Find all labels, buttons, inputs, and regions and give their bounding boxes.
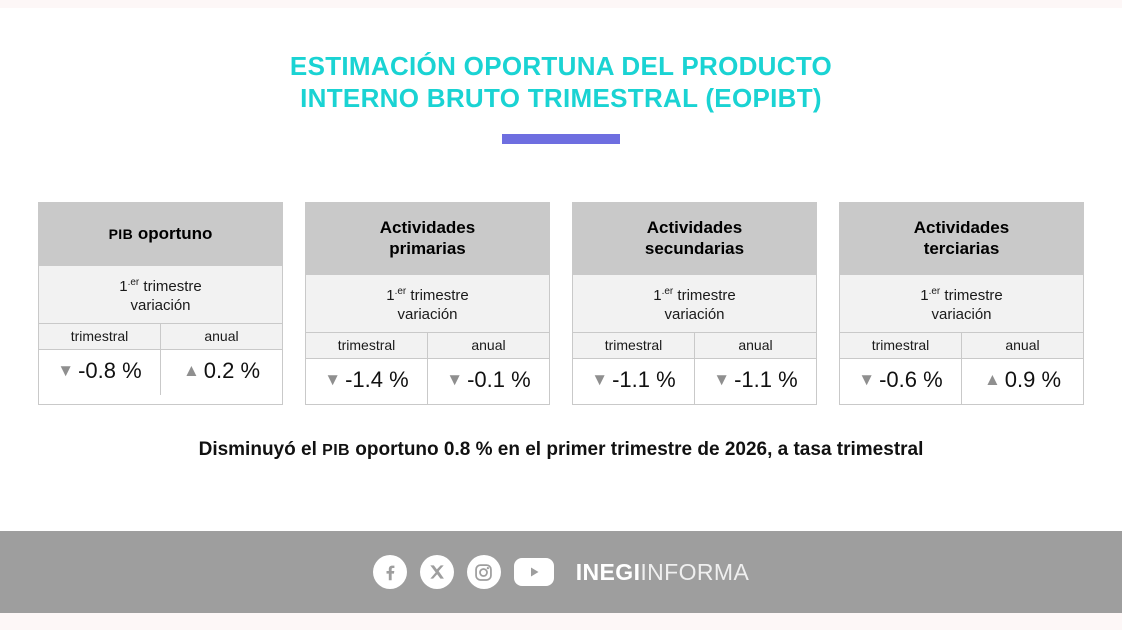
youtube-icon[interactable] <box>514 558 554 586</box>
card-header-text-line2: terciarias <box>923 239 1000 258</box>
card-subheader <box>39 266 282 324</box>
card-actividades-terciarias <box>839 202 1084 405</box>
summary-caption <box>0 439 1122 461</box>
card-sub-number: 1 <box>653 287 662 304</box>
facebook-icon[interactable] <box>373 555 407 589</box>
card-sub-ordinal: .er <box>394 286 407 297</box>
value-quarterly <box>39 350 161 395</box>
value-quarterly <box>840 359 962 404</box>
title-line-1: ESTIMACIÓN OPORTUNA DEL PRODUCTO <box>289 51 833 81</box>
card-actividades-primarias <box>305 202 550 405</box>
arrow-down-icon: ▼ <box>324 370 342 389</box>
card-column-headers <box>840 333 1083 359</box>
value-annual-text: 0.9 % <box>1004 367 1062 392</box>
card-subheader <box>840 275 1083 333</box>
card-header <box>840 203 1083 275</box>
card-sub-text: trimestre <box>406 287 469 304</box>
value-annual <box>428 359 549 404</box>
card-header <box>306 203 549 275</box>
indicator-cards <box>0 202 1122 405</box>
card-sub-number: 1 <box>920 287 929 304</box>
column-header-annual: anual <box>738 337 773 353</box>
card-header-text: Actividades <box>646 218 743 237</box>
page-title <box>0 8 1122 144</box>
arrow-down-icon: ▼ <box>713 370 731 389</box>
card-actividades-secundarias <box>572 202 817 405</box>
card-header-text: oportuno <box>133 223 213 243</box>
caption-part-2: oportuno 0.8 % en el primer trimestre de 2026, a tasa trimestral <box>350 439 924 460</box>
brand-name: INEGI <box>575 558 641 585</box>
value-annual <box>161 350 282 395</box>
card-values <box>39 350 282 395</box>
value-quarterly <box>573 359 695 404</box>
column-header-quarterly: trimestral <box>840 333 962 358</box>
card-header-text: Actividades <box>379 218 476 237</box>
instagram-icon[interactable] <box>467 555 501 589</box>
card-values <box>840 359 1083 404</box>
card-sub-line2: variación <box>130 297 191 314</box>
arrow-up-icon: ▲ <box>182 361 200 380</box>
card-subheader <box>573 275 816 333</box>
column-header-annual: anual <box>471 337 506 353</box>
arrow-down-icon: ▼ <box>858 370 876 389</box>
card-column-headers <box>306 333 549 359</box>
value-quarterly-text: -0.6 % <box>879 367 943 392</box>
title-line-2: INTERNO BRUTO TRIMESTRAL (EOPIBT) <box>300 83 822 113</box>
caption-part-1: Disminuyó el <box>198 439 323 460</box>
card-subheader <box>306 275 549 333</box>
card-sub-line2: variación <box>931 306 992 323</box>
x-twitter-icon[interactable] <box>420 555 454 589</box>
card-sub-number: 1 <box>386 287 395 304</box>
arrow-up-icon: ▲ <box>983 370 1001 389</box>
title-underline-rule <box>502 134 620 144</box>
arrow-down-icon: ▼ <box>591 370 609 389</box>
card-pib-oportuno <box>38 202 283 405</box>
value-annual-text: -0.1 % <box>467 367 531 392</box>
card-header-text-line2: primarias <box>389 239 466 258</box>
value-annual-text: 0.2 % <box>203 358 261 383</box>
card-column-headers <box>573 333 816 359</box>
value-quarterly <box>306 359 428 404</box>
column-header-quarterly: trimestral <box>39 324 161 349</box>
column-header-annual: anual <box>204 328 239 344</box>
footer-bar <box>0 531 1122 613</box>
card-sub-text: trimestre <box>139 278 202 295</box>
brand-label <box>576 559 749 586</box>
card-sub-text: trimestre <box>940 287 1003 304</box>
card-sub-ordinal: .er <box>661 286 674 297</box>
card-sub-text: trimestre <box>673 287 736 304</box>
arrow-down-icon: ▼ <box>446 370 464 389</box>
card-header-text: Actividades <box>913 218 1010 237</box>
card-header <box>39 203 282 266</box>
brand-suffix: INFORMA <box>640 558 750 585</box>
card-header-text-line2: secundarias <box>644 239 745 258</box>
card-values <box>573 359 816 404</box>
card-header <box>573 203 816 275</box>
value-quarterly-text: -1.4 % <box>345 367 409 392</box>
card-sub-ordinal: .er <box>928 286 941 297</box>
card-sub-ordinal: .er <box>127 277 140 288</box>
card-values <box>306 359 549 404</box>
value-annual <box>962 359 1083 404</box>
card-sub-line2: variación <box>664 306 725 323</box>
value-annual <box>695 359 816 404</box>
column-header-quarterly: trimestral <box>306 333 428 358</box>
column-header-quarterly: trimestral <box>573 333 695 358</box>
card-column-headers <box>39 324 282 350</box>
arrow-down-icon: ▼ <box>57 361 75 380</box>
slide <box>0 8 1122 613</box>
card-header-smallcaps: PIB <box>108 225 134 242</box>
caption-smallcaps: PIB <box>322 442 350 459</box>
value-quarterly-text: -0.8 % <box>78 358 142 383</box>
column-header-annual: anual <box>1005 337 1040 353</box>
value-quarterly-text: -1.1 % <box>612 367 676 392</box>
value-annual-text: -1.1 % <box>734 367 798 392</box>
card-sub-number: 1 <box>119 278 128 295</box>
card-sub-line2: variación <box>397 306 458 323</box>
